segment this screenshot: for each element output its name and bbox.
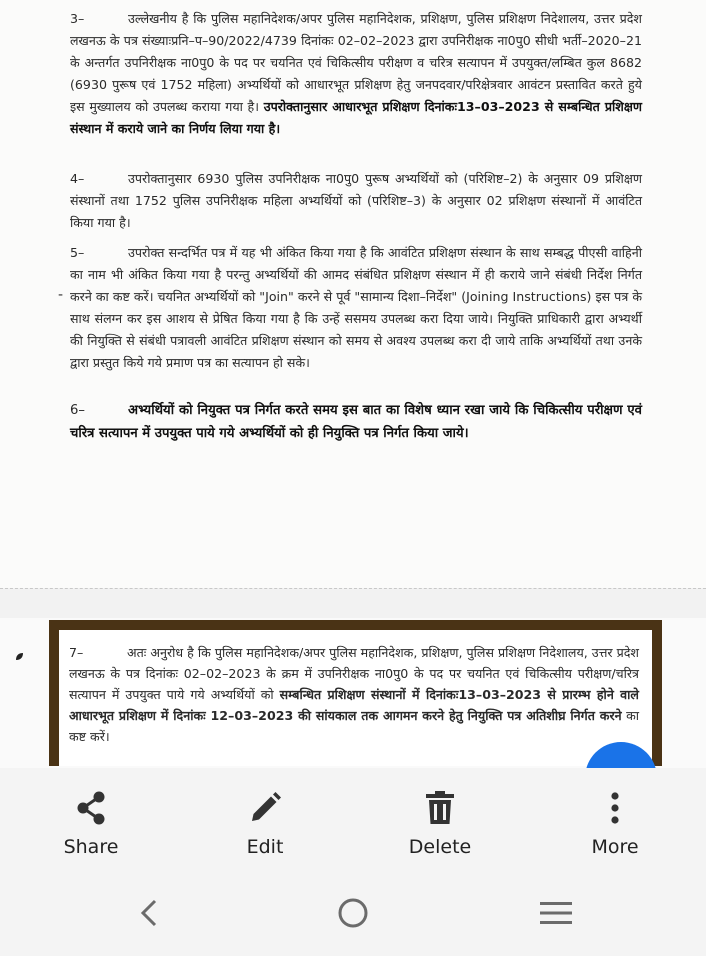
highlight-frame: [49, 620, 662, 766]
recents-button[interactable]: [526, 893, 586, 937]
bottom-action-bar: [0, 768, 706, 873]
paragraph-number: 3–: [70, 11, 85, 26]
paragraph-number: 7–: [69, 645, 84, 660]
paragraph-number: 4–: [70, 171, 85, 186]
paragraph-6: [70, 400, 642, 445]
back-icon: [139, 898, 159, 932]
pencil-icon: [210, 788, 320, 828]
recents-icon: [539, 900, 573, 930]
edit-button[interactable]: [210, 788, 320, 858]
paragraph-tail-text: का कष्ट करें।: [69, 708, 639, 744]
share-icon: [36, 788, 146, 828]
share-button[interactable]: [36, 788, 146, 858]
paragraph-text: उपरोक्त सन्दर्भित पत्र में यह भी अंकित किया गया है कि आवंटित प्रशिक्षण संस्थान के साथ सम्बद्ध पीएसी वाहिनी का नाम भी अंकित किया गया है परन्तु अभ्यर्थियों की आमद संबंधित प्रशिक्षण संस्थान में ही कराये जाने संबंधी निर्देश निर्गत करने का कष्ट करें। चयनित अभ्यर्थियों को "Join" करने से पूर्व "सामान्य दिशा–निर्देश" (Joining Instructions) इस पत्र के साथ संलग्न कर इस आशय से प्रेषित किया गया है कि उन्हें ससमय उपलब्ध करा दिया जाये। नियुक्ति प्राधिकारी द्वारा अभ्यर्थी की नियुक्ति से संबंधी पत्रावली आवंटित प्रशिक्षण संस्थान को समय से अवश्य उपलब्ध करा दी जाये ताकि अभ्यर्थियों तथा उनके द्वारा प्रस्तुत किये गये प्रमाण पत्र का सत्यापन हो सके।: [70, 245, 642, 370]
delete-label: Delete: [408, 836, 472, 858]
page-separator: [0, 588, 706, 619]
edit-label: Edit: [246, 836, 284, 858]
document-page-2: [0, 618, 706, 768]
paragraph-5: [70, 242, 642, 374]
paragraph-4: [70, 168, 642, 234]
delete-button[interactable]: [385, 788, 495, 858]
paragraph-7: [69, 642, 639, 747]
more-vertical-icon: [560, 788, 670, 828]
paragraph-number: 6–: [70, 403, 85, 418]
system-navigation-bar: [0, 873, 706, 956]
margin-mark: -: [58, 287, 64, 303]
home-button[interactable]: [323, 893, 383, 937]
share-label: Share: [63, 836, 119, 858]
leaf-mark-icon: [14, 652, 24, 665]
trash-icon: [385, 788, 495, 828]
paragraph-text: उल्लेखनीय है कि पुलिस महानिदेशक/अपर पुलिस महानिदेशक, प्रशिक्षण, पुलिस प्रशिक्षण निदेशालय, उत्तर प्रदेश लखनऊ के पत्र संख्याःप्रनि–प–90/2022/4739 दिनांकः 02–02–2023 द्वारा उपनिरीक्षक ना0पु0 सीधी भर्ती–2020–21 के अन्तर्गत उपनिरीक्षक ना0पु0 के पद पर चयनित एवं चिकित्सीय परीक्षण व चरित्र सत्यापन में उपयुक्त/लम्बित कुल 8682 (6930 पुरूष एवं 1752 महिला) अभ्यर्थियों को आधारभूत प्रशिक्षण हेतु जनपदवार/परिक्षेत्रवार आवंटन प्रस्तावित करते हुये इस मुख्यालय को उपलब्ध कराया गया है।: [70, 11, 642, 114]
highlight-content: [59, 630, 652, 766]
paragraph-number: 5–: [70, 245, 85, 260]
paragraph-bold-text: अभ्यर्थियों को नियुक्त पत्र निर्गत करते समय इस बात का विशेष ध्यान रखा जाये कि चिकित्सीय परीक्षण एवं चरित्र सत्यापन में उपयुक्त पाये गये अभ्यर्थियों को ही नियुक्ति पत्र निर्गत किया जाये।: [70, 403, 642, 441]
paragraph-bold-text: उपरोक्तानुसार आधारभूत प्रशिक्षण दिनांकः13–03–2023 से सम्बन्धित प्रशिक्षण संस्थान में कराये जाने का निर्णय लिया गया है।: [70, 99, 642, 136]
paragraph-3: [70, 8, 642, 140]
home-icon: [336, 896, 370, 934]
paragraph-bold-text: सम्बन्धित प्रशिक्षण संस्थानों में दिनांकः13–03–2023 से प्रारम्भ होने वाले आधारभूत प्रशिक्षण में दिनांकः 12–03–2023 की सांयकाल तक आगमन करने हेतु नियुक्ति पत्र अतिशीघ्र निर्गत करने: [69, 687, 639, 723]
more-button[interactable]: [560, 788, 670, 858]
paragraph-text: उपरोक्तानुसार 6930 पुलिस उपनिरीक्षक ना0पु0 पुरूष अभ्यर्थियों को (परिशिष्ट–2) के अनुसार 09 प्रशिक्षण संस्थानों तथा 1752 पुलिस उपनिरीक्षक महिला अभ्यर्थियों को (परिशिष्ट–3) के अनुसार 02 प्रशिक्षण संस्थानों में आवंटित किया गया है।: [70, 171, 642, 230]
more-label: More: [591, 836, 639, 858]
back-button[interactable]: [119, 893, 179, 937]
paragraph-text: अतः अनुरोध है कि पुलिस महानिदेशक/अपर पुलिस महानिदेशक, प्रशिक्षण, पुलिस प्रशिक्षण निदेशालय, उत्तर प्रदेश लखनऊ के पत्र दिनांकः 02–02–2023 के क्रम में उपनिरीक्षक ना0पु0 के पद पर चयनित एवं चिकित्सीय परीक्षण/चरित्र सत्यापन में उपयुक्त पाये गये अभ्यर्थियों को: [69, 645, 639, 702]
